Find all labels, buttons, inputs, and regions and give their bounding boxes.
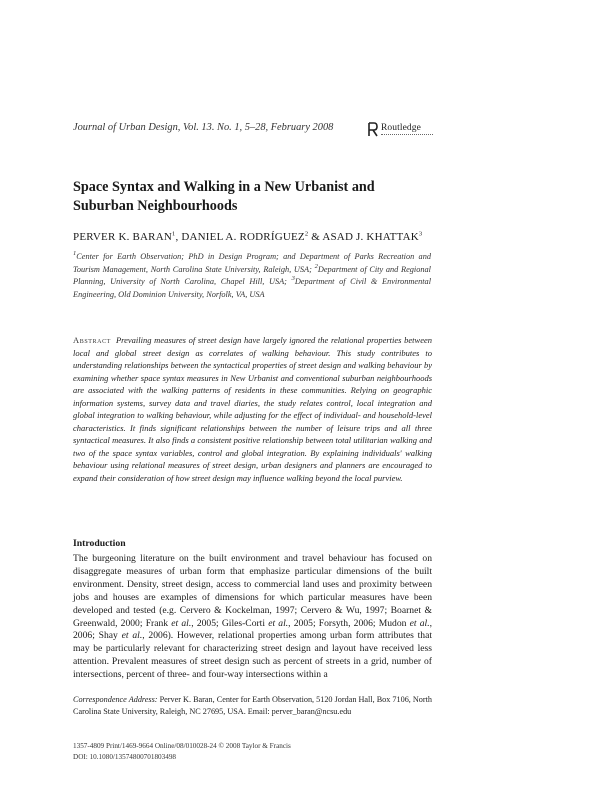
et-al: et al. <box>121 630 143 642</box>
affiliation-text: Department of City and Regional Planning, University of North Carolina, Chapel Hill, USA; <box>73 264 431 287</box>
author-name: PERVER K. BARAN <box>73 231 172 243</box>
page-footer <box>73 741 291 762</box>
author-name: ASAD J. KHATTAK <box>322 231 419 243</box>
doi-line: DOI: 10.1080/13574800701803498 <box>73 752 177 761</box>
article-title: Space Syntax and Walking in a New Urbanist and Suburban Neighbourhoods <box>73 179 375 214</box>
affiliation-sup: 3 <box>291 275 295 283</box>
author-name: DANIEL A. RODRÍGUEZ <box>181 231 305 243</box>
body-text: , 2006). However, relational properties among urban form attributes that may be particularly relevant for characterizing street design and layout have received less attention. Prevalent measures of street design such as percent of streets in a grid, number of intersections, percent of three- and four-way intersections within a <box>73 630 433 681</box>
author-separator: , <box>175 231 182 243</box>
body-text: , 2005; Giles-Corti <box>191 617 269 629</box>
publisher-logo <box>368 121 434 143</box>
section-heading-introduction: Introduction <box>73 538 126 549</box>
affiliation-text: Center for Earth Observation; PhD in Design Program; and Department of Parks Recreation and Tourism Management, North Carolina State University, Raleigh, USA; <box>73 252 431 274</box>
affiliation-sup: 2 <box>314 262 318 270</box>
introduction-body <box>73 553 432 682</box>
routledge-r-icon <box>368 122 378 137</box>
correspondence-text: Perver K. Baran, Center for Earth Observation, 5120 Jordan Hall, Box 7106, North Carolina State University, Raleigh, NC 27695, USA. Email: perver_baran@ncsu.edu <box>73 695 432 716</box>
body-text: , 2006; Shay <box>73 617 432 642</box>
journal-citation: Journal of Urban Design, Vol. 13. No. 1, 5–28, February 2008 <box>73 122 334 133</box>
issn-line: 1357-4809 Print/1469-9664 Online/08/010028-24 © 2008 Taylor & Francis <box>73 742 291 750</box>
abstract-text: Prevailing measures of street design have largely ignored the relational properties between local and global street design as correlates of walking behaviour. This study contributes to understanding relationships between the syntactical properties of street design and walking behaviour by examining whether space syntax measures in New Urbanist and conventional suburban neighbourhoods are associated with the walking patterns of residents in these communities. Relying on geographic information systems, survey data and travel diaries, the study relates control, local integration and global integration to walking behaviour, while adjusting for the effect of individual- and household-level characteristics. It finds significant relationships between the number of leisure trips and all three syntactical measures. It also finds a consistent positive relationship between total utilitarian walking and two of the space syntax variables, control and global integration. By explaining individuals' walking behaviour using relational measures of street design, urban designers and planners are encouraged to expand their consideration of how street design may influence walking beyond the local purview. <box>73 335 432 483</box>
affiliation-sup: 1 <box>73 250 77 258</box>
author-sup: 2 <box>304 230 309 238</box>
author-sup: 1 <box>172 230 176 238</box>
author-list <box>73 231 422 243</box>
et-al: et al. <box>268 617 289 629</box>
et-al: et al. <box>171 617 192 629</box>
affiliations <box>73 251 431 301</box>
abstract-label: Abstract <box>73 335 111 345</box>
et-al: et al. <box>409 617 430 629</box>
author-separator: & <box>308 231 323 243</box>
publisher-tagline-rule <box>381 134 433 137</box>
correspondence-address <box>73 694 432 717</box>
body-text: The burgeoning literature on the built environment and travel behaviour has focused on disaggregate measures of urban form that emphasize particular dimensions of the built environment. Density, street design, access to commercial land uses and proximity between jobs and houses are examples of dimensions for which particular measures have been developed and tested (e.g. Cervero & Kockelman, 1997; Cervero & Wu, 1997; Boarnet & Greenwald, 2000; Frank <box>73 553 432 629</box>
correspondence-label: Correspondence Address: <box>73 695 158 704</box>
affiliation-text: Department of Civil & Environmental Engineering, Old Dominion University, Norfolk, VA, USA <box>73 277 431 299</box>
body-text: , 2005; Forsyth, 2006; Mudon <box>288 617 410 629</box>
publisher-name: Routledge <box>381 123 421 133</box>
abstract <box>73 334 432 484</box>
author-sup: 3 <box>418 230 423 238</box>
